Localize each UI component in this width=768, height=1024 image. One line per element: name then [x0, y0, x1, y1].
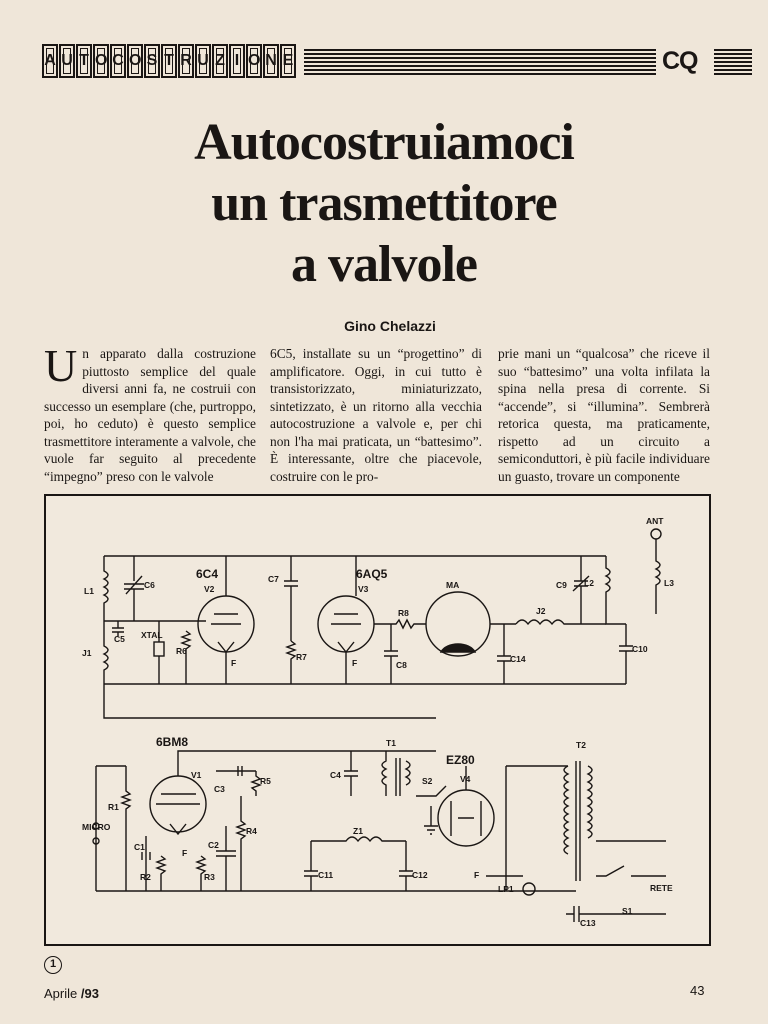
c5-label: C5: [114, 634, 125, 644]
v1-label: V1: [191, 770, 202, 780]
l2-label: L2: [584, 578, 594, 588]
c4-label: C4: [330, 770, 341, 780]
c13-label: C13: [580, 918, 596, 928]
section-rubric: [42, 44, 296, 78]
drop-cap: U: [44, 340, 78, 391]
v4-label: V4: [460, 774, 471, 784]
rubric-letter: A: [42, 44, 58, 78]
z1-label: Z1: [353, 826, 363, 836]
title-line: a valvole: [291, 236, 477, 293]
rubric-letter: T: [76, 44, 92, 78]
c10-label: C10: [632, 644, 648, 654]
r6-label: R6: [176, 646, 187, 656]
rubric-letter: O: [246, 44, 262, 78]
c8-capacitor: [384, 624, 398, 684]
f-label: F: [231, 658, 237, 668]
issue-month: Aprile: [44, 986, 81, 1001]
c11-capacitor: [304, 841, 318, 891]
antenna-terminal: [651, 529, 661, 539]
c6-label: C6: [144, 580, 155, 590]
l1-label: L1: [84, 586, 94, 596]
r7-label: R7: [296, 652, 307, 662]
c11-label: C11: [318, 870, 334, 880]
rubric-letter: E: [280, 44, 296, 78]
r2-label: R2: [140, 872, 151, 882]
text-column-2: 6C5, installate su un “progettino” di amplificatore. Oggi, in cui tutto è transistorizzato, miniaturizzato, sintetizzato, è un ritorno alla vecchia autocostruzione a valvole e, per chi non l'ha mai praticata, un “battesimo”. È interessante, oltre che piacevole, costruire con le pro-: [270, 346, 482, 484]
micro-label: MICRO: [82, 822, 111, 832]
c14-label: C14: [510, 654, 526, 664]
lp1-label: LP1: [498, 884, 514, 894]
rete-label: RETE: [650, 883, 673, 893]
title-line: Autocostruiamoci: [194, 114, 574, 171]
c2-label: C2: [208, 840, 219, 850]
lp1-lamp: [523, 883, 535, 895]
issue-date: [44, 986, 99, 1001]
rubric-letter: O: [127, 44, 143, 78]
j2-label: J2: [536, 606, 546, 616]
c10-capacitor: [619, 624, 633, 684]
header-hatching-end: [714, 49, 752, 77]
r8-label: R8: [398, 608, 409, 618]
rubric-letter: C: [110, 44, 126, 78]
text-column-1: [44, 340, 256, 485]
l2-coil: [606, 556, 626, 624]
c9-capacitor: [573, 556, 589, 624]
rubric-letter: R: [178, 44, 194, 78]
t2-transformer: [564, 761, 592, 881]
s2-switch: [416, 786, 446, 796]
c14-capacitor: [497, 624, 511, 684]
section-header: [42, 44, 712, 84]
c12-label: C12: [412, 870, 428, 880]
r1-label: R1: [108, 802, 119, 812]
rubric-letter: O: [93, 44, 109, 78]
tube-label-6c4: 6C4: [196, 567, 219, 581]
author-byline: Gino Chelazzi: [344, 318, 436, 334]
c4-capacitor: [344, 751, 358, 796]
title-line: un trasmettitore: [211, 175, 557, 232]
r4-resistor: [237, 796, 245, 891]
s1-label: S1: [622, 906, 633, 916]
v3-label: V3: [358, 584, 369, 594]
f-label: F: [474, 870, 480, 880]
j1-label: J1: [82, 648, 92, 658]
c9-label: C9: [556, 580, 567, 590]
rubric-letter: U: [195, 44, 211, 78]
r5-label: R5: [260, 776, 271, 786]
xtal-label: XTAL: [141, 630, 163, 640]
rubric-letter: I: [229, 44, 245, 78]
rubric-letter: N: [263, 44, 279, 78]
j2-choke: [516, 620, 606, 624]
column-text: n apparato dalla costruzione piuttosto semplice del quale diversi anni fa, ne costruii con successo un esemplare (che, purtroppo, poi, ho ceduto) è questo semplice trasmettitore interamente a valvole, che vuole far seguito al precedente “impegno” preso con le valvole: [44, 346, 256, 484]
c8-label: C8: [396, 660, 407, 670]
r6-resistor: [182, 631, 190, 684]
text-column-3: prie mani un “qualcosa” che riceve il suo “battesimo” una volta infilata la spina nella presa di corrente. Si “accende”, si “illumina”. Sembrerà retorica questa, ma praticamente, rispetto ad un circuito a semiconduttori, è più facile individuare un guasto, trovare un componente: [498, 346, 710, 484]
r2-resistor: [157, 856, 165, 891]
l3-coil: [656, 539, 660, 614]
c2-capacitor: [216, 826, 236, 891]
tube-label-6aq5: 6AQ5: [356, 567, 388, 581]
issue-year: /93: [80, 986, 99, 1001]
t1-transformer: [382, 751, 410, 796]
figure-number: 1: [44, 956, 62, 974]
c12-capacitor: [399, 841, 413, 891]
rubric-letter: Z: [212, 44, 228, 78]
r3-label: R3: [204, 872, 215, 882]
t2-label: T2: [576, 740, 586, 750]
tube-label-ez80: EZ80: [446, 753, 475, 767]
crystal: [154, 642, 164, 656]
ma-label: MA: [446, 580, 460, 590]
c6-capacitor: [124, 556, 144, 621]
z1-choke: [311, 837, 406, 841]
article-title: [0, 112, 768, 295]
rubric-letter: S: [144, 44, 160, 78]
s2-label: S2: [422, 776, 433, 786]
rubric-letter: U: [59, 44, 75, 78]
lower-ground: [96, 766, 576, 891]
tube-label-6bm8: 6BM8: [156, 735, 189, 749]
page-number: 43: [690, 983, 705, 998]
c3-label: C3: [214, 784, 225, 794]
t1-label: T1: [386, 738, 396, 748]
r1-potentiometer: [122, 766, 130, 891]
r8-resistor: [374, 620, 426, 628]
schematic-figure: [44, 494, 711, 946]
l3-label: L3: [664, 578, 674, 588]
c1-label: C1: [134, 842, 145, 852]
magazine-logo: CQ: [662, 47, 698, 75]
r4-label: R4: [246, 826, 257, 836]
transmitter-schematic: [46, 496, 709, 944]
c7-label: C7: [268, 574, 279, 584]
header-hatching: [304, 49, 656, 77]
rubric-letter: T: [161, 44, 177, 78]
f-label: F: [182, 848, 188, 858]
r7-resistor: [287, 641, 295, 684]
v2-label: V2: [204, 584, 215, 594]
ant-label: ANT: [646, 516, 664, 526]
c7-capacitor: [284, 556, 298, 641]
f-label: F: [352, 658, 358, 668]
